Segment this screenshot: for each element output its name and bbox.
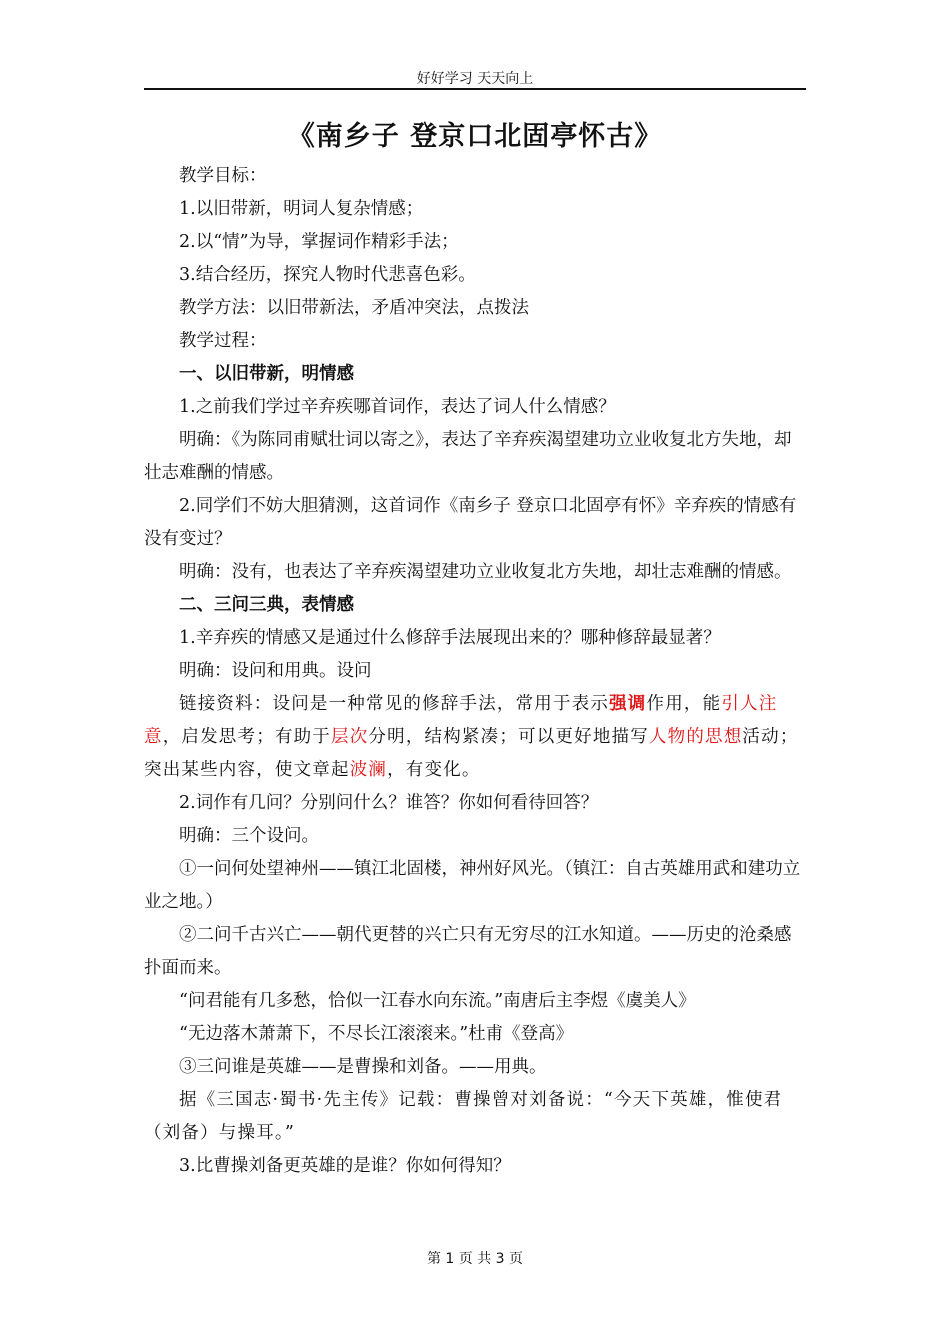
page-header: 好好学习 天天向上 (416, 71, 534, 87)
teaching-goals-heading: 教学目标： (179, 166, 267, 186)
section-1-heading: 一、以旧带新，明情感 (179, 364, 354, 384)
header-rule (144, 88, 806, 90)
highlight-thoughts: 人物的思想 (648, 727, 743, 747)
link-text: 链接资料：设问是一种常见的修辞手法，常用于表示 (179, 694, 610, 714)
link-text: ，有变化。 (387, 760, 481, 780)
link-material-paragraph (144, 688, 806, 787)
goal-2: 2.以“情”为导，掌握词作精彩手法； (179, 232, 459, 252)
highlight-levels: 层次 (331, 727, 369, 747)
link-text: 活动；突出某些内容，使文章起 (144, 727, 799, 780)
document-body (144, 160, 806, 1183)
rhetorical-question-2: ②二问千古兴亡——朝代更替的兴亡只有无穷尽的江水知道。——历史的沧桑感扑面而来。 (144, 925, 792, 978)
answer-1-1: 明确：《为陈同甫赋壮词以寄之》，表达了辛弃疾渴望建功立业收复北方失地，却壮志难酬的情感。 (144, 430, 792, 483)
answer-2-2: 明确：三个设问。 (179, 826, 319, 846)
quote-li-yu: “问君能有几多愁，恰似一江春水向东流。”南唐后主李煜《虞美人》 (179, 991, 696, 1011)
goal-1: 1.以旧带新，明词人复杂情感； (179, 199, 424, 219)
question-2-3: 3.比曹操刘备更英雄的是谁？你如何得知？ (179, 1156, 511, 1176)
rhetorical-question-3: ③三问谁是英雄——是曹操和刘备。——用典。 (179, 1057, 547, 1077)
quote-du-fu: “无边落木萧萧下，不尽长江滚滚来。”杜甫《登高》 (179, 1024, 574, 1044)
question-1-1: 1.之前我们学过辛弃疾哪首词作，表达了词人什么情感？ (179, 397, 616, 417)
question-1-2: 2.同学们不妨大胆猜测，这首词作《南乡子 登京口北固亭有怀》辛弃疾的情感有没有变过？ (144, 496, 797, 549)
answer-2-1: 明确：设问和用典。设问 (179, 661, 372, 681)
highlight-emphasis: 强调 (609, 694, 647, 714)
link-text: 分明，结构紧凑；可以更好地描写 (368, 727, 649, 747)
highlight-attention: 引人注意 (144, 694, 778, 747)
goal-3: 3.结合经历，探究人物时代悲喜色彩。 (179, 265, 476, 285)
page-footer: 第 1 页 共 3 页 (426, 1251, 524, 1267)
document-title: 《南乡子 登京口北固亭怀古》 (287, 121, 663, 152)
rhetorical-question-1: ①一问何处望神州——镇江北固楼，神州好风光。（镇江：自古英雄用武和建功立业之地。） (144, 859, 801, 912)
link-text: 作用，能 (646, 694, 722, 714)
teaching-methods: 教学方法：以旧带新法，矛盾冲突法，点拨法 (179, 298, 529, 318)
section-2-heading: 二、三问三典，表情感 (179, 595, 354, 615)
link-text: ，启发思考；有助于 (162, 727, 332, 747)
sanguozhi-citation: 据《三国志·蜀书·先主传》记载：曹操曾对刘备说：“今天下英雄，惟使君（刘备）与操耳。” (144, 1090, 783, 1143)
answer-1-2: 明确：没有，也表达了辛弃疾渴望建功立业收复北方失地，却壮志难酬的情感。 (179, 562, 792, 582)
teaching-process-heading: 教学过程： (179, 331, 267, 351)
question-2-2: 2.词作有几问？分别问什么？谁答？你如何看待回答？ (179, 793, 599, 813)
question-2-1: 1.辛弃疾的情感又是通过什么修辞手法展现出来的？哪种修辞最显著？ (179, 628, 721, 648)
highlight-waves: 波澜 (349, 760, 388, 780)
